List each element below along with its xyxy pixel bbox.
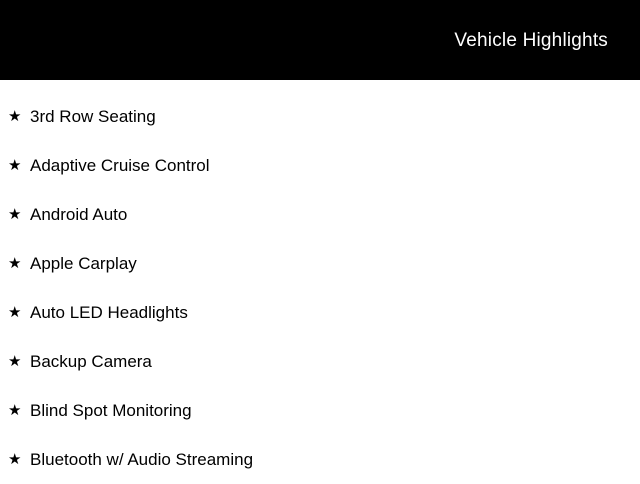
star-icon: ★ xyxy=(8,206,22,223)
highlight-label: Blind Spot Monitoring xyxy=(30,400,192,420)
list-item xyxy=(0,386,640,435)
highlight-label: Backup Camera xyxy=(30,351,152,371)
list-item xyxy=(0,141,640,190)
list-item xyxy=(0,239,640,288)
highlight-label: Bluetooth w/ Audio Streaming xyxy=(30,449,254,469)
star-icon: ★ xyxy=(8,402,22,419)
list-item xyxy=(0,435,640,484)
highlight-label: Apple Carplay xyxy=(30,253,137,273)
vehicle-highlights-list xyxy=(0,80,640,484)
header-bar xyxy=(0,0,640,80)
star-icon: ★ xyxy=(8,451,22,468)
highlight-label: Adaptive Cruise Control xyxy=(30,155,210,175)
list-item xyxy=(0,92,640,141)
star-icon: ★ xyxy=(8,157,22,174)
highlight-label: Android Auto xyxy=(30,204,128,224)
list-item xyxy=(0,288,640,337)
list-item xyxy=(0,337,640,386)
highlight-label: Auto LED Headlights xyxy=(30,302,188,322)
star-icon: ★ xyxy=(8,108,22,125)
star-icon: ★ xyxy=(8,255,22,272)
star-icon: ★ xyxy=(8,304,22,321)
highlight-label: 3rd Row Seating xyxy=(30,106,156,126)
star-icon: ★ xyxy=(8,353,22,370)
list-item xyxy=(0,190,640,239)
page-title: Vehicle Highlights xyxy=(454,30,608,51)
